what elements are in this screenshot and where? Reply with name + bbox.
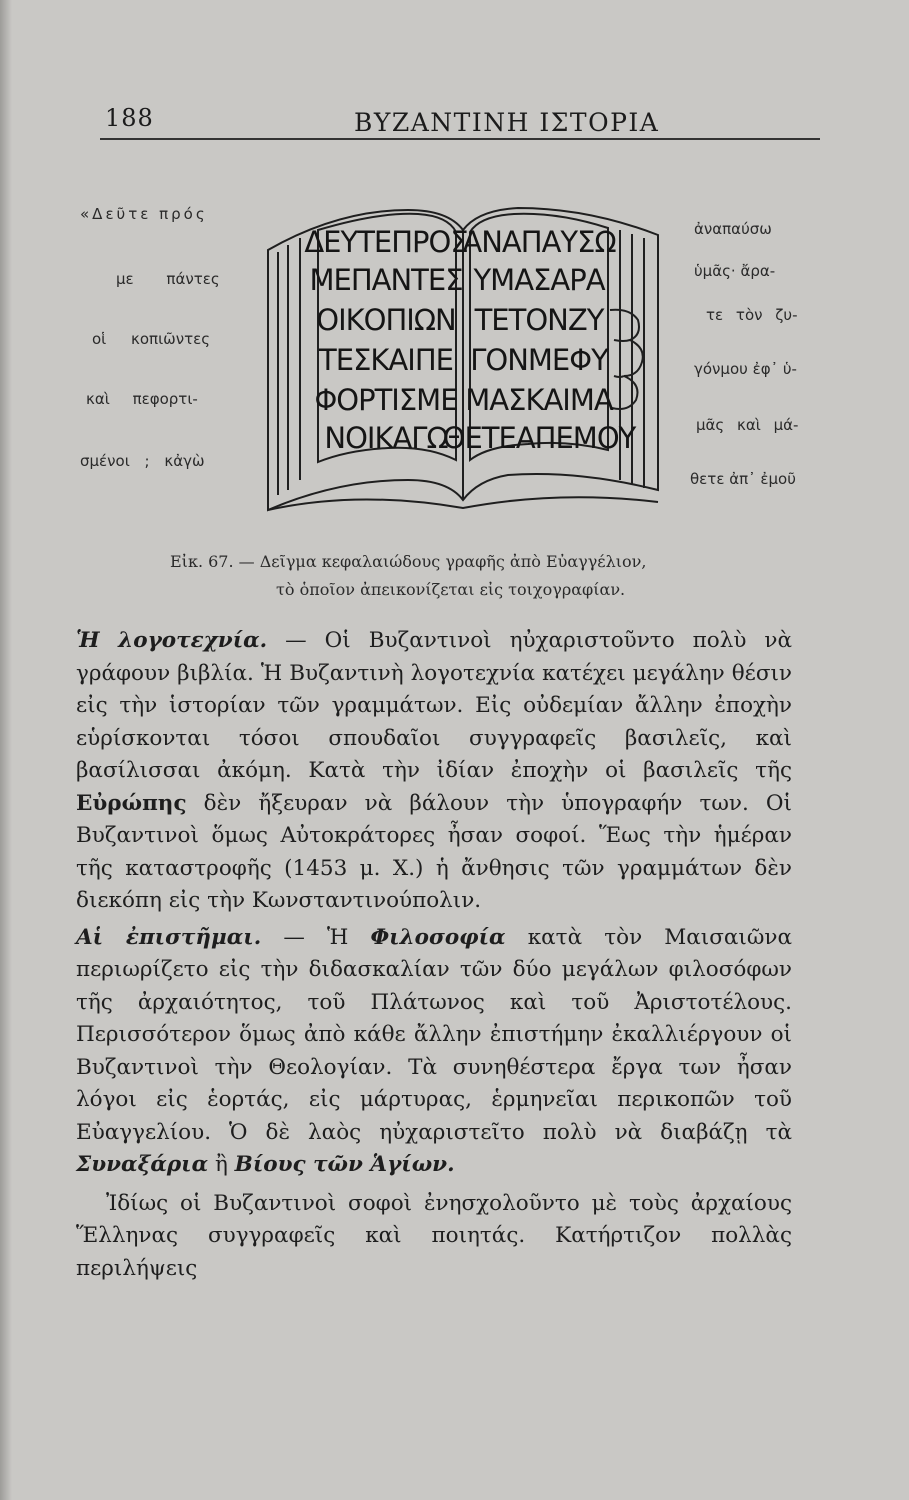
body-text (76, 625, 792, 1285)
section-heading-literature: Ἡ λογοτεχνία. (76, 628, 268, 653)
paragraph-text: κατὰ τὸν Μαισαιῶνα περιωρίζετο εἰς τὴν διδασκαλίαν τῶν δύο μεγάλων φιλοσόφων τῆς ἀρχαιότητος, τοῦ Πλάτωνος καὶ τοῦ Ἀριστοτέλους. Περισσότερον ὅμως ἀπὸ κάθε ἄλλην ἐπιστήμην ἐκαλλιέργουν οἱ Βυζαντινοὶ τὴν Θεολογίαν. Τὰ συνηθέστερα ἔργα των ἦσαν λόγοι εἰς ἑορτάς, εἰς μάρτυρας, ἑρμηνεῖαι περικοπῶν τοῦ Εὐαγγελίου. Ὁ δὲ λαὸς ηὐχαριστεῖτο πολὺ νὰ διαβάζῃ τὰ (76, 924, 792, 1145)
header-rule (100, 138, 820, 140)
book-left-line: ΦΟΡΤΙΣΜΕ (314, 383, 458, 417)
book-right-line: ΤΕΤΟΝΖΥ (474, 303, 604, 337)
book-right-line: ΓΟΝΜΕΦΥ (470, 343, 608, 377)
figure-right-text (690, 220, 830, 490)
paragraph-sciences (76, 922, 792, 1182)
paragraph-text: δὲν ἤξευραν νὰ βάλουν τὴν ὑπογραφήν των. Οἱ Βυζαντινοὶ ὅμως Αὐτοκράτορες ἦσαν σοφοί. Ἕως τὴν ἡμέραν τῆς καταστροφῆς (1453 μ. Χ.) ἡ ἄνθησις τῶν γραμμάτων δὲν διεκόπη εἰς τὴν Κωνσταντινούπολιν. (76, 790, 792, 913)
book-right-line: ΜΑΣΚΑΙΜΑ (465, 383, 613, 417)
emphasis-philosophy: Φιλοσοφία (370, 924, 506, 950)
book-right-line: ΘΕΤΕΑΠΕΜΟΥ (442, 421, 636, 455)
book-left-line: ΔΕΥΤΕΠΡΟΣ (304, 225, 468, 259)
right-text-line: ἀναπαύσω (694, 220, 772, 238)
emphasis-synaxaria: Συναξάρια (76, 1152, 209, 1177)
page-number: 188 (105, 104, 154, 132)
book-left-line: ΝΟΙΚΑΓΩ (324, 421, 448, 455)
right-text-line: ὑμᾶς· ἄρα- (694, 262, 776, 280)
right-text-line: θετε ἀπ᾽ ἐμοῦ (690, 470, 796, 488)
book-left-line: ΤΕΣΚΑΙΠΕ (319, 343, 453, 377)
left-text-line: «Δεῦτε πρός (80, 205, 208, 223)
paragraph-literature (76, 625, 792, 918)
page-header (100, 96, 820, 146)
caption-line-2: τὸ ὁποῖον ἀπεικονίζεται εἰς τοιχογραφίαν. (276, 580, 626, 599)
left-text-line: σμένοι ; κἀγὼ (80, 452, 205, 470)
book-right-line: ΑΝΑΠΑΥΣΩ (462, 225, 616, 259)
paragraph-text: ἢ (208, 1152, 235, 1177)
left-text-line: καὶ πεφορτι- (86, 390, 198, 408)
book-right-line: ΥΜΑΣΑΡΑ (473, 263, 605, 297)
open-book-figure (258, 190, 678, 525)
paragraph-text: — Ἡ (261, 924, 371, 950)
emphasis-europe: Εὐρώπης (76, 790, 187, 816)
caption-line-1: Εἰκ. 67. — Δεῖγμα κεφαλαιώδους γραφῆς ἀπὸ Εὐαγγέλιον, (170, 552, 647, 571)
right-text-line: γόνμου ἐφ᾽ ὑ- (694, 360, 797, 378)
paragraph-text: — Οἱ Βυζαντινοὶ ηὐχαριστοῦντο πολὺ νὰ γράφουν βιβλία. Ἡ Βυζαντινὴ λογοτεχνία κατέχει μεγάλην θέσιν εἰς τὴν ἱστορίαν τῶν γραμμάτων. Εἰς οὐδεμίαν ἄλλην ἐποχὴν εὑρίσκονται τόσοι σπουδαῖοι συγγραφεῖς βασιλεῖς, καὶ βασίλισσαι ἀκόμη. Κατὰ τὴν ἰδίαν ἐποχὴν οἱ βασιλεῖς τῆς (76, 628, 792, 783)
left-text-line: με πάντες (116, 270, 220, 288)
emphasis-lives-of-saints: Βίους τῶν Ἁγίων. (234, 1152, 455, 1177)
figure-left-text (80, 205, 260, 475)
paragraph-ancient-authors: Ἰδίως οἱ Βυζαντινοὶ σοφοὶ ἐνησχολοῦντο μὲ τοὺς ἀρχαίους Ἕλληνας συγγραφεῖς καὶ ποιητάς. Κατήρτιζον πολλὰς περιλήψεις (76, 1190, 792, 1281)
right-text-line: τε τὸν ζυ- (706, 306, 798, 324)
page-edge (0, 0, 12, 1500)
figure-caption (170, 548, 790, 604)
running-title: ΒΥΖΑΝΤΙΝΗ ΙΣΤΟΡΙΑ (354, 108, 660, 137)
book-left-line: ΟΙΚΟΠΙΩΝ (316, 303, 456, 337)
right-text-line: μᾶς καὶ μά- (696, 416, 799, 434)
book-left-line: ΜΕΠΑΝΤΕΣ (309, 263, 463, 297)
open-book-illustration (258, 190, 678, 525)
left-text-line: οἱ κοπιῶντες (92, 330, 211, 348)
section-heading-sciences: Αἱ ἐπιστῆμαι. (76, 924, 262, 950)
